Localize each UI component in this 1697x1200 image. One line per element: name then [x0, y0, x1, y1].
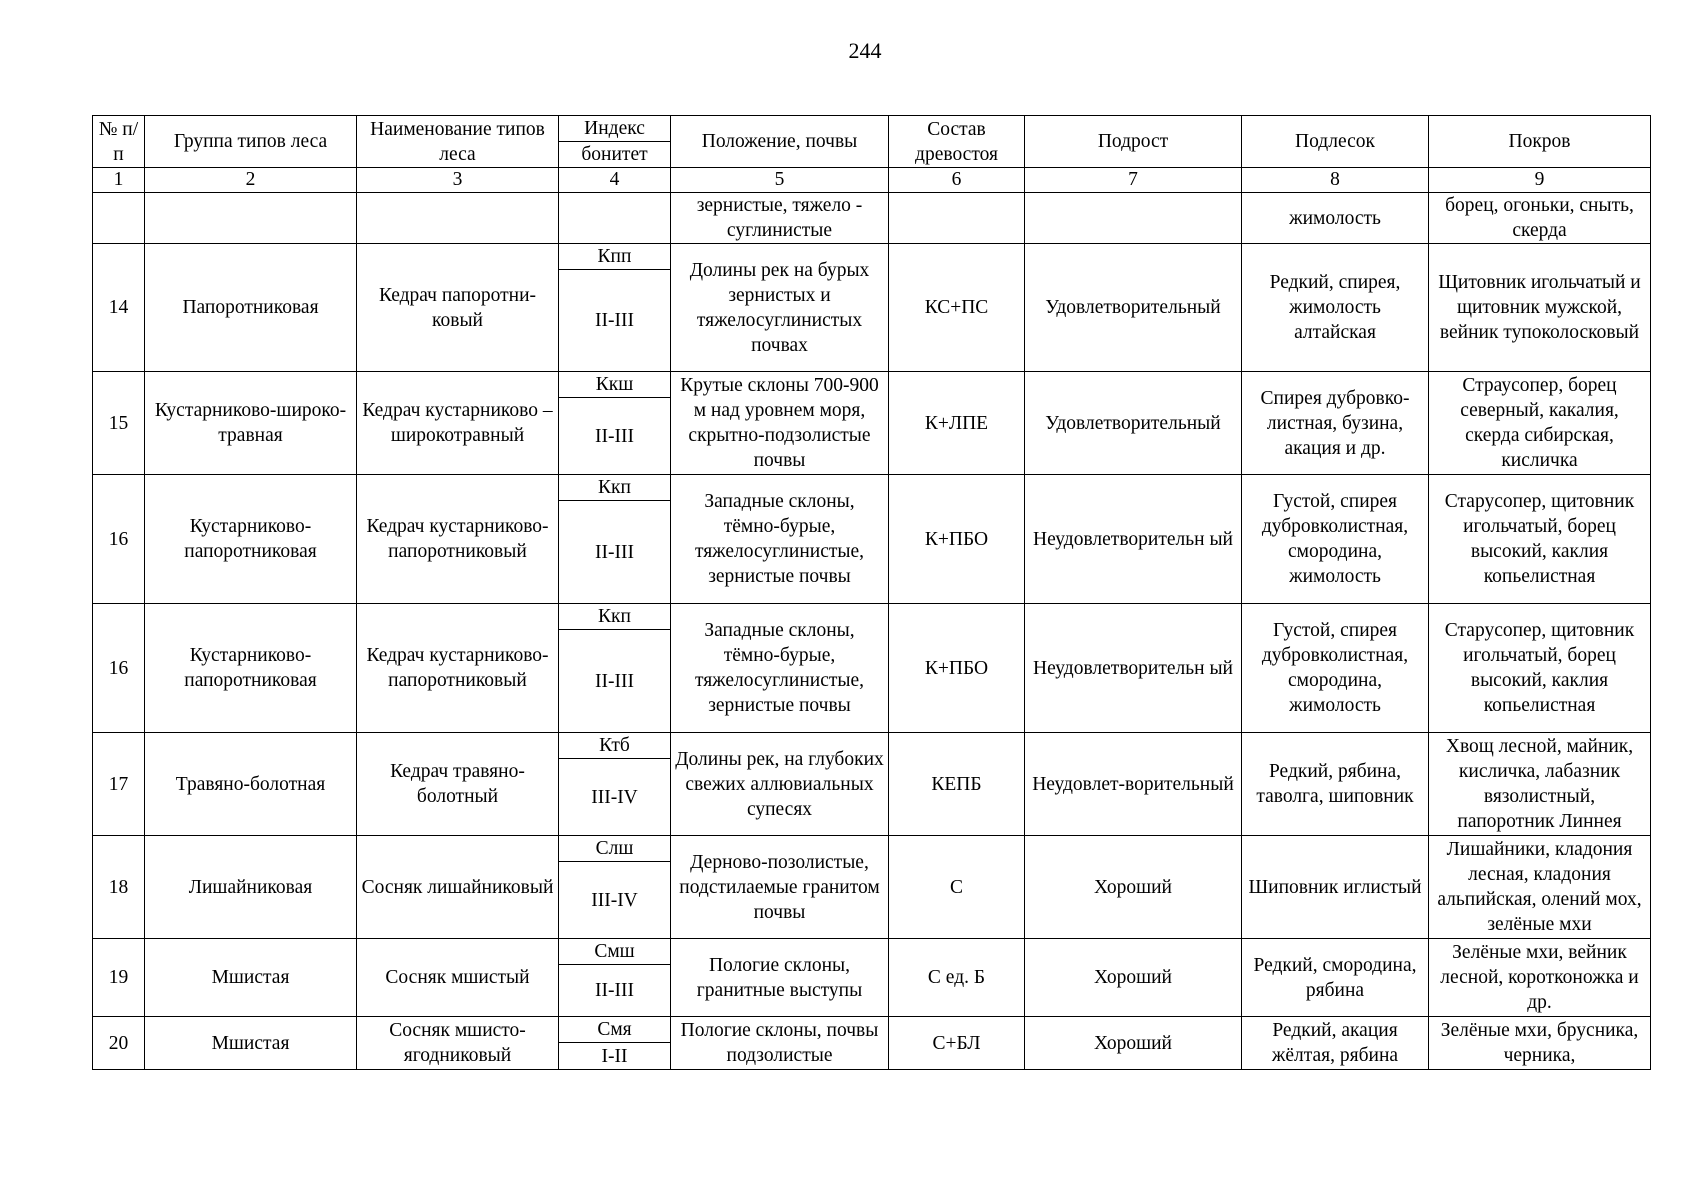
cell-underbrush: Редкий, акация жёлтая, рябина — [1242, 1017, 1429, 1070]
column-number: 7 — [1025, 168, 1242, 193]
cell-cover: Страусопер, борец северный, какалия, скерда сибирская, кисличка — [1429, 372, 1651, 475]
cell-underbrush: Редкий, смородина, рябина — [1242, 939, 1429, 1017]
cell-undergrowth: Удовлетворительный — [1025, 372, 1242, 475]
cell-cover: борец, огоньки, сныть, скерда — [1429, 193, 1651, 244]
cell-position: Долины рек, на глубоких свежих аллювиальных супесях — [671, 733, 889, 836]
column-number: 3 — [357, 168, 559, 193]
cell-composition: С ед. Б — [889, 939, 1025, 1017]
cell-composition — [889, 193, 1025, 244]
cell-cover: Зелёные мхи, брусника, черника, — [1429, 1017, 1651, 1070]
cell-composition: К+ПБО — [889, 475, 1025, 604]
column-number: 2 — [145, 168, 357, 193]
cell-bonitet: II-III — [559, 965, 671, 1017]
cell-bonitet: II-III — [559, 630, 671, 733]
cell-index: Смш — [559, 939, 671, 965]
cell-name: Кедрач травяно-болотный — [357, 733, 559, 836]
column-number: 4 — [559, 168, 671, 193]
cell-bonitet: II-III — [559, 398, 671, 475]
header-name: Наименование типов леса — [357, 116, 559, 168]
cell-position: Западные склоны, тёмно-бурые, тяжелосуглинистые, зернистые почвы — [671, 475, 889, 604]
forest-types-table — [92, 115, 1651, 1070]
cell-index: Ккп — [559, 604, 671, 630]
cell-underbrush: Спирея дубровко-листная, бузина, акация и др. — [1242, 372, 1429, 475]
cell-name: Кедрач кустарниково-папоротниковый — [357, 475, 559, 604]
cell-index: Ккп — [559, 475, 671, 501]
cell-composition: К+ЛПЕ — [889, 372, 1025, 475]
page-number: 244 — [848, 38, 882, 63]
cell-position: Дерново-позолистые, подстилаемые гранитом почвы — [671, 836, 889, 939]
header-cover: Покров — [1429, 116, 1651, 168]
header-composition: Состав древостоя — [889, 116, 1025, 168]
cell-index: Кпп — [559, 244, 671, 270]
cell-group: Кустарниково-папоротниковая — [145, 604, 357, 733]
table-row — [93, 475, 1651, 501]
cell-underbrush: Густой, спирея дубровколистная, смородина, жимолость — [1242, 475, 1429, 604]
cell-bonitet: II-III — [559, 501, 671, 604]
cell-underbrush: Густой, спирея дубровколистная, смородина, жимолость — [1242, 604, 1429, 733]
cell-undergrowth: Неудовлетворительн ый — [1025, 475, 1242, 604]
cell-group: Кустарниково-широко-травная — [145, 372, 357, 475]
table-row — [93, 1017, 1651, 1043]
cell-underbrush: Редкий, рябина, таволга, шиповник — [1242, 733, 1429, 836]
cell-group: Лишайниковая — [145, 836, 357, 939]
cell-bonitet: I-II — [559, 1043, 671, 1070]
column-number: 6 — [889, 168, 1025, 193]
cell-undergrowth: Хороший — [1025, 939, 1242, 1017]
cell-name: Сосняк лишайниковый — [357, 836, 559, 939]
cell-bonitet: III-IV — [559, 862, 671, 939]
cell-num: 15 — [93, 372, 145, 475]
cell-undergrowth: Неудовлет-ворительный — [1025, 733, 1242, 836]
column-number: 5 — [671, 168, 889, 193]
header-num: № п/п — [93, 116, 145, 168]
column-number: 9 — [1429, 168, 1651, 193]
column-number: 1 — [93, 168, 145, 193]
cell-num: 17 — [93, 733, 145, 836]
cell-name: Сосняк мшистый — [357, 939, 559, 1017]
header-underbrush: Подлесок — [1242, 116, 1429, 168]
cell-undergrowth: Удовлетворительный — [1025, 244, 1242, 372]
cell-cover: Старусопер, щитовник игольчатый, борец высокий, каклия копьелистная — [1429, 604, 1651, 733]
cell-cover: Хвощ лесной, майник, кисличка, лабазник вязолистный, папоротник Линнея — [1429, 733, 1651, 836]
cell-composition: К+ПБО — [889, 604, 1025, 733]
cell-cover: Зелёные мхи, вейник лесной, коротконожка и др. — [1429, 939, 1651, 1017]
header-group: Группа типов леса — [145, 116, 357, 168]
cell-num: 20 — [93, 1017, 145, 1070]
cell-underbrush: Редкий, спирея, жимолость алтайская — [1242, 244, 1429, 372]
cell-position: Пологие склоны, почвы подзолистые — [671, 1017, 889, 1070]
column-number: 8 — [1242, 168, 1429, 193]
cell-group: Папоротниковая — [145, 244, 357, 372]
cell-group: Мшистая — [145, 939, 357, 1017]
cell-name: Кедрач папоротни-ковый — [357, 244, 559, 372]
cell-index: Ктб — [559, 733, 671, 759]
cell-num: 14 — [93, 244, 145, 372]
cell-position: Западные склоны, тёмно-бурые, тяжелосуглинистые, зернистые почвы — [671, 604, 889, 733]
header-undergrowth: Подрост — [1025, 116, 1242, 168]
table-row — [93, 939, 1651, 965]
cell-underbrush: Шиповник иглистый — [1242, 836, 1429, 939]
cell-group: Травяно-болотная — [145, 733, 357, 836]
cell-composition: КЕПБ — [889, 733, 1025, 836]
header-position: Положение, почвы — [671, 116, 889, 168]
cell-cover: Щитовник игольчатый и щитовник мужской, вейник тупоколосковый — [1429, 244, 1651, 372]
cell-undergrowth — [1025, 193, 1242, 244]
cell-position: Долины рек на бурых зернистых и тяжелосуглинистых почвах — [671, 244, 889, 372]
cell-num: 16 — [93, 475, 145, 604]
cell-cover: Старусопер, щитовник игольчатый, борец высокий, каклия копьелистная — [1429, 475, 1651, 604]
cell-name — [357, 193, 559, 244]
column-numbers-row — [93, 168, 1651, 193]
cell-name: Сосняк мшисто-ягодниковый — [357, 1017, 559, 1070]
table-row — [93, 244, 1651, 270]
cell-num — [93, 193, 145, 244]
cell-underbrush: жимолость — [1242, 193, 1429, 244]
cell-undergrowth: Хороший — [1025, 1017, 1242, 1070]
table-body — [93, 116, 1651, 1070]
cell-bonitet: III-IV — [559, 759, 671, 836]
cell-name: Кедрач кустарниково – широкотравный — [357, 372, 559, 475]
cell-position: зернистые, тяжело - суглинистые — [671, 193, 889, 244]
cell-undergrowth: Неудовлетворительн ый — [1025, 604, 1242, 733]
cell-num: 19 — [93, 939, 145, 1017]
header-bonitet: бонитет — [559, 142, 671, 168]
cell-composition: КС+ПС — [889, 244, 1025, 372]
cell-group: Мшистая — [145, 1017, 357, 1070]
cell-cover: Лишайники, кладония лесная, кладония альпийская, олений мох, зелёные мхи — [1429, 836, 1651, 939]
table-row — [93, 604, 1651, 630]
cell-num: 16 — [93, 604, 145, 733]
cell-index: Слш — [559, 836, 671, 862]
cell-bonitet: II-III — [559, 270, 671, 372]
cell-group: Кустарниково-папоротниковая — [145, 475, 357, 604]
cell-composition: С+БЛ — [889, 1017, 1025, 1070]
cell-index: Смя — [559, 1017, 671, 1043]
continuation-row — [93, 193, 1651, 244]
cell-index — [559, 193, 671, 244]
cell-position: Крутые склоны 700-900 м над уровнем моря, скрытно-подзолистые почвы — [671, 372, 889, 475]
header-row — [93, 116, 1651, 142]
table-row — [93, 836, 1651, 862]
cell-group — [145, 193, 357, 244]
cell-index: Ккш — [559, 372, 671, 398]
cell-num: 18 — [93, 836, 145, 939]
cell-position: Пологие склоны, гранитные выступы — [671, 939, 889, 1017]
table-row — [93, 372, 1651, 398]
cell-name: Кедрач кустарниково-папоротниковый — [357, 604, 559, 733]
cell-composition: С — [889, 836, 1025, 939]
table-row — [93, 733, 1651, 759]
header-index: Индекс — [559, 116, 671, 142]
cell-undergrowth: Хороший — [1025, 836, 1242, 939]
